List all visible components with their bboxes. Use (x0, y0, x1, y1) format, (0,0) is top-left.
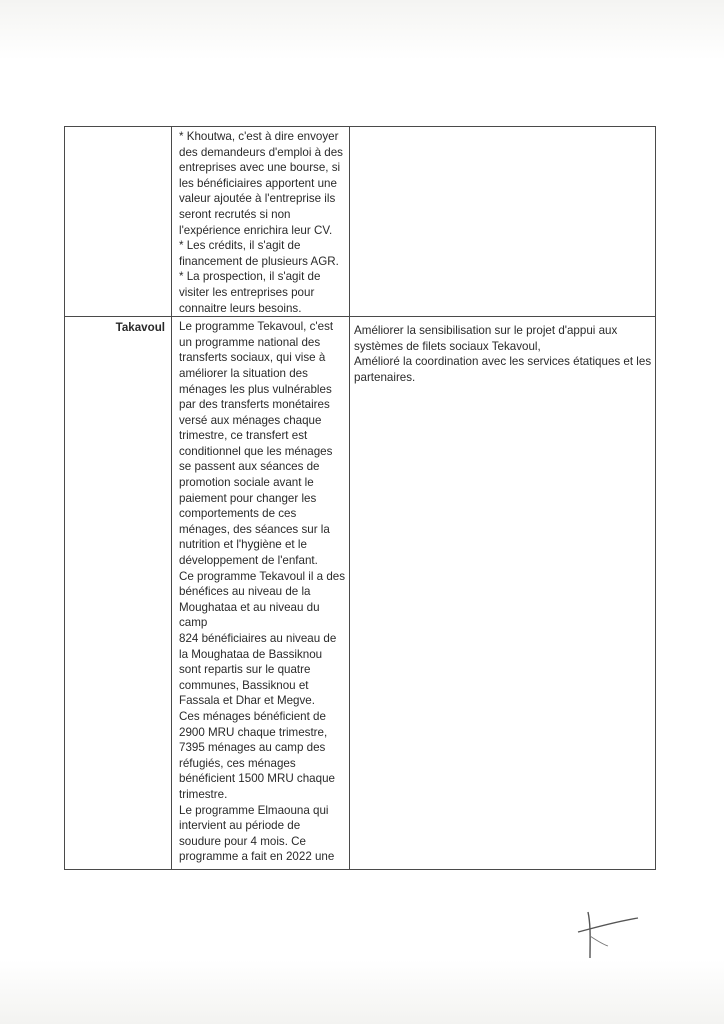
text-line: trimestre, ce transfert est (179, 429, 308, 443)
text-line: 7395 ménages au camp des (179, 741, 326, 755)
row-label-cell (65, 127, 172, 317)
text-line: se passent aux séances de (179, 460, 320, 474)
text-line: communes, Bassiknou et (179, 678, 309, 692)
text-line: connaitre leurs besoins. (179, 301, 302, 315)
text-line: versé aux ménages chaque (179, 413, 322, 427)
text-line: réfugiés, ces ménages (179, 756, 296, 770)
text-line: promotion sociale avant le (179, 476, 314, 490)
text-line: Ce programme Tekavoul il a des (179, 569, 346, 583)
table-row-khoutwa (65, 127, 656, 317)
text-line: partenaires. (354, 370, 416, 384)
text-line: par des transferts monétaires (179, 398, 330, 412)
text-line: Amélioré la coordination avec les services étatiques et les (354, 355, 652, 369)
text-line: 2900 MRU chaque trimestre, (179, 725, 328, 739)
text-line: Le programme Tekavoul, c'est (179, 320, 334, 334)
recommendation-text (350, 127, 655, 133)
description-text (172, 317, 349, 865)
text-line: ménages, des séances sur la (179, 522, 330, 536)
text-line: la Moughataa de Bassiknou (179, 647, 323, 661)
text-line: sont repartis sur le quatre (179, 663, 311, 677)
text-line: Fassala et Dhar et Megve. (179, 694, 315, 708)
row-label (65, 127, 171, 130)
text-line: Le programme Elmaouna qui (179, 803, 329, 817)
text-line: valeur ajoutée à l'entreprise ils (179, 192, 336, 206)
text-line: bénéfices au niveau de la (179, 585, 311, 599)
text-line: un programme national des (179, 335, 321, 349)
text-line: systèmes de filets sociaux Tekavoul, (354, 339, 541, 353)
text-line: 824 bénéficiaires au niveau de (179, 632, 337, 645)
description-cell (172, 317, 350, 870)
description-text (172, 127, 349, 316)
text-line: entreprises avec une bourse, si (179, 161, 341, 175)
text-line: transferts sociaux, qui vise à (179, 351, 326, 365)
text-line: l'expérience enrichira leur CV. (179, 223, 333, 237)
text-line: seront recrutés si non (179, 207, 291, 221)
text-line: ménages les plus vulnérables (179, 382, 332, 396)
text-line: financement de plusieurs AGR. (179, 254, 339, 268)
text-line: visiter les entreprises pour (179, 285, 315, 299)
text-line: bénéficient 1500 MRU chaque (179, 772, 335, 786)
text-line: soudure pour 4 mois. Ce (179, 834, 306, 848)
recommendation-cell (350, 127, 656, 317)
table-row-takavoul (65, 317, 656, 870)
row-label-takavoul: Takavoul (115, 321, 165, 335)
text-line: des demandeurs d'emploi à des (179, 145, 343, 159)
text-line: intervient au période de (179, 819, 301, 833)
text-line: camp (179, 616, 208, 630)
handwritten-signature-mark (574, 906, 644, 966)
text-line: trimestre. (179, 787, 228, 801)
text-line: * Khoutwa, c'est à dire envoyer (179, 130, 339, 143)
text-line: paiement pour changer les (179, 491, 317, 505)
text-line: les bénéficiaires apportent une (179, 176, 337, 190)
text-line: Ces ménages bénéficient de (179, 709, 326, 723)
text-line: Moughataa et au niveau du (179, 600, 320, 614)
text-line: * Les crédits, il s'agit de (179, 239, 301, 253)
text-line: comportements de ces (179, 507, 297, 521)
text-line: développement de l'enfant. (179, 554, 318, 568)
text-line: nutrition et l'hygiène et le (179, 538, 307, 552)
row-label-cell (65, 317, 172, 870)
program-table (64, 126, 656, 870)
recommendation-text (350, 317, 655, 385)
text-line: Améliorer la sensibilisation sur le projet d'appui aux (354, 324, 618, 338)
text-line: améliorer la situation des (179, 366, 308, 380)
text-line: conditionnel que les ménages (179, 444, 333, 458)
recommendation-cell (350, 317, 656, 870)
text-line: programme a fait en 2022 une (179, 850, 335, 864)
text-line: * La prospection, il s'agit de (179, 270, 321, 284)
description-cell (172, 127, 350, 317)
